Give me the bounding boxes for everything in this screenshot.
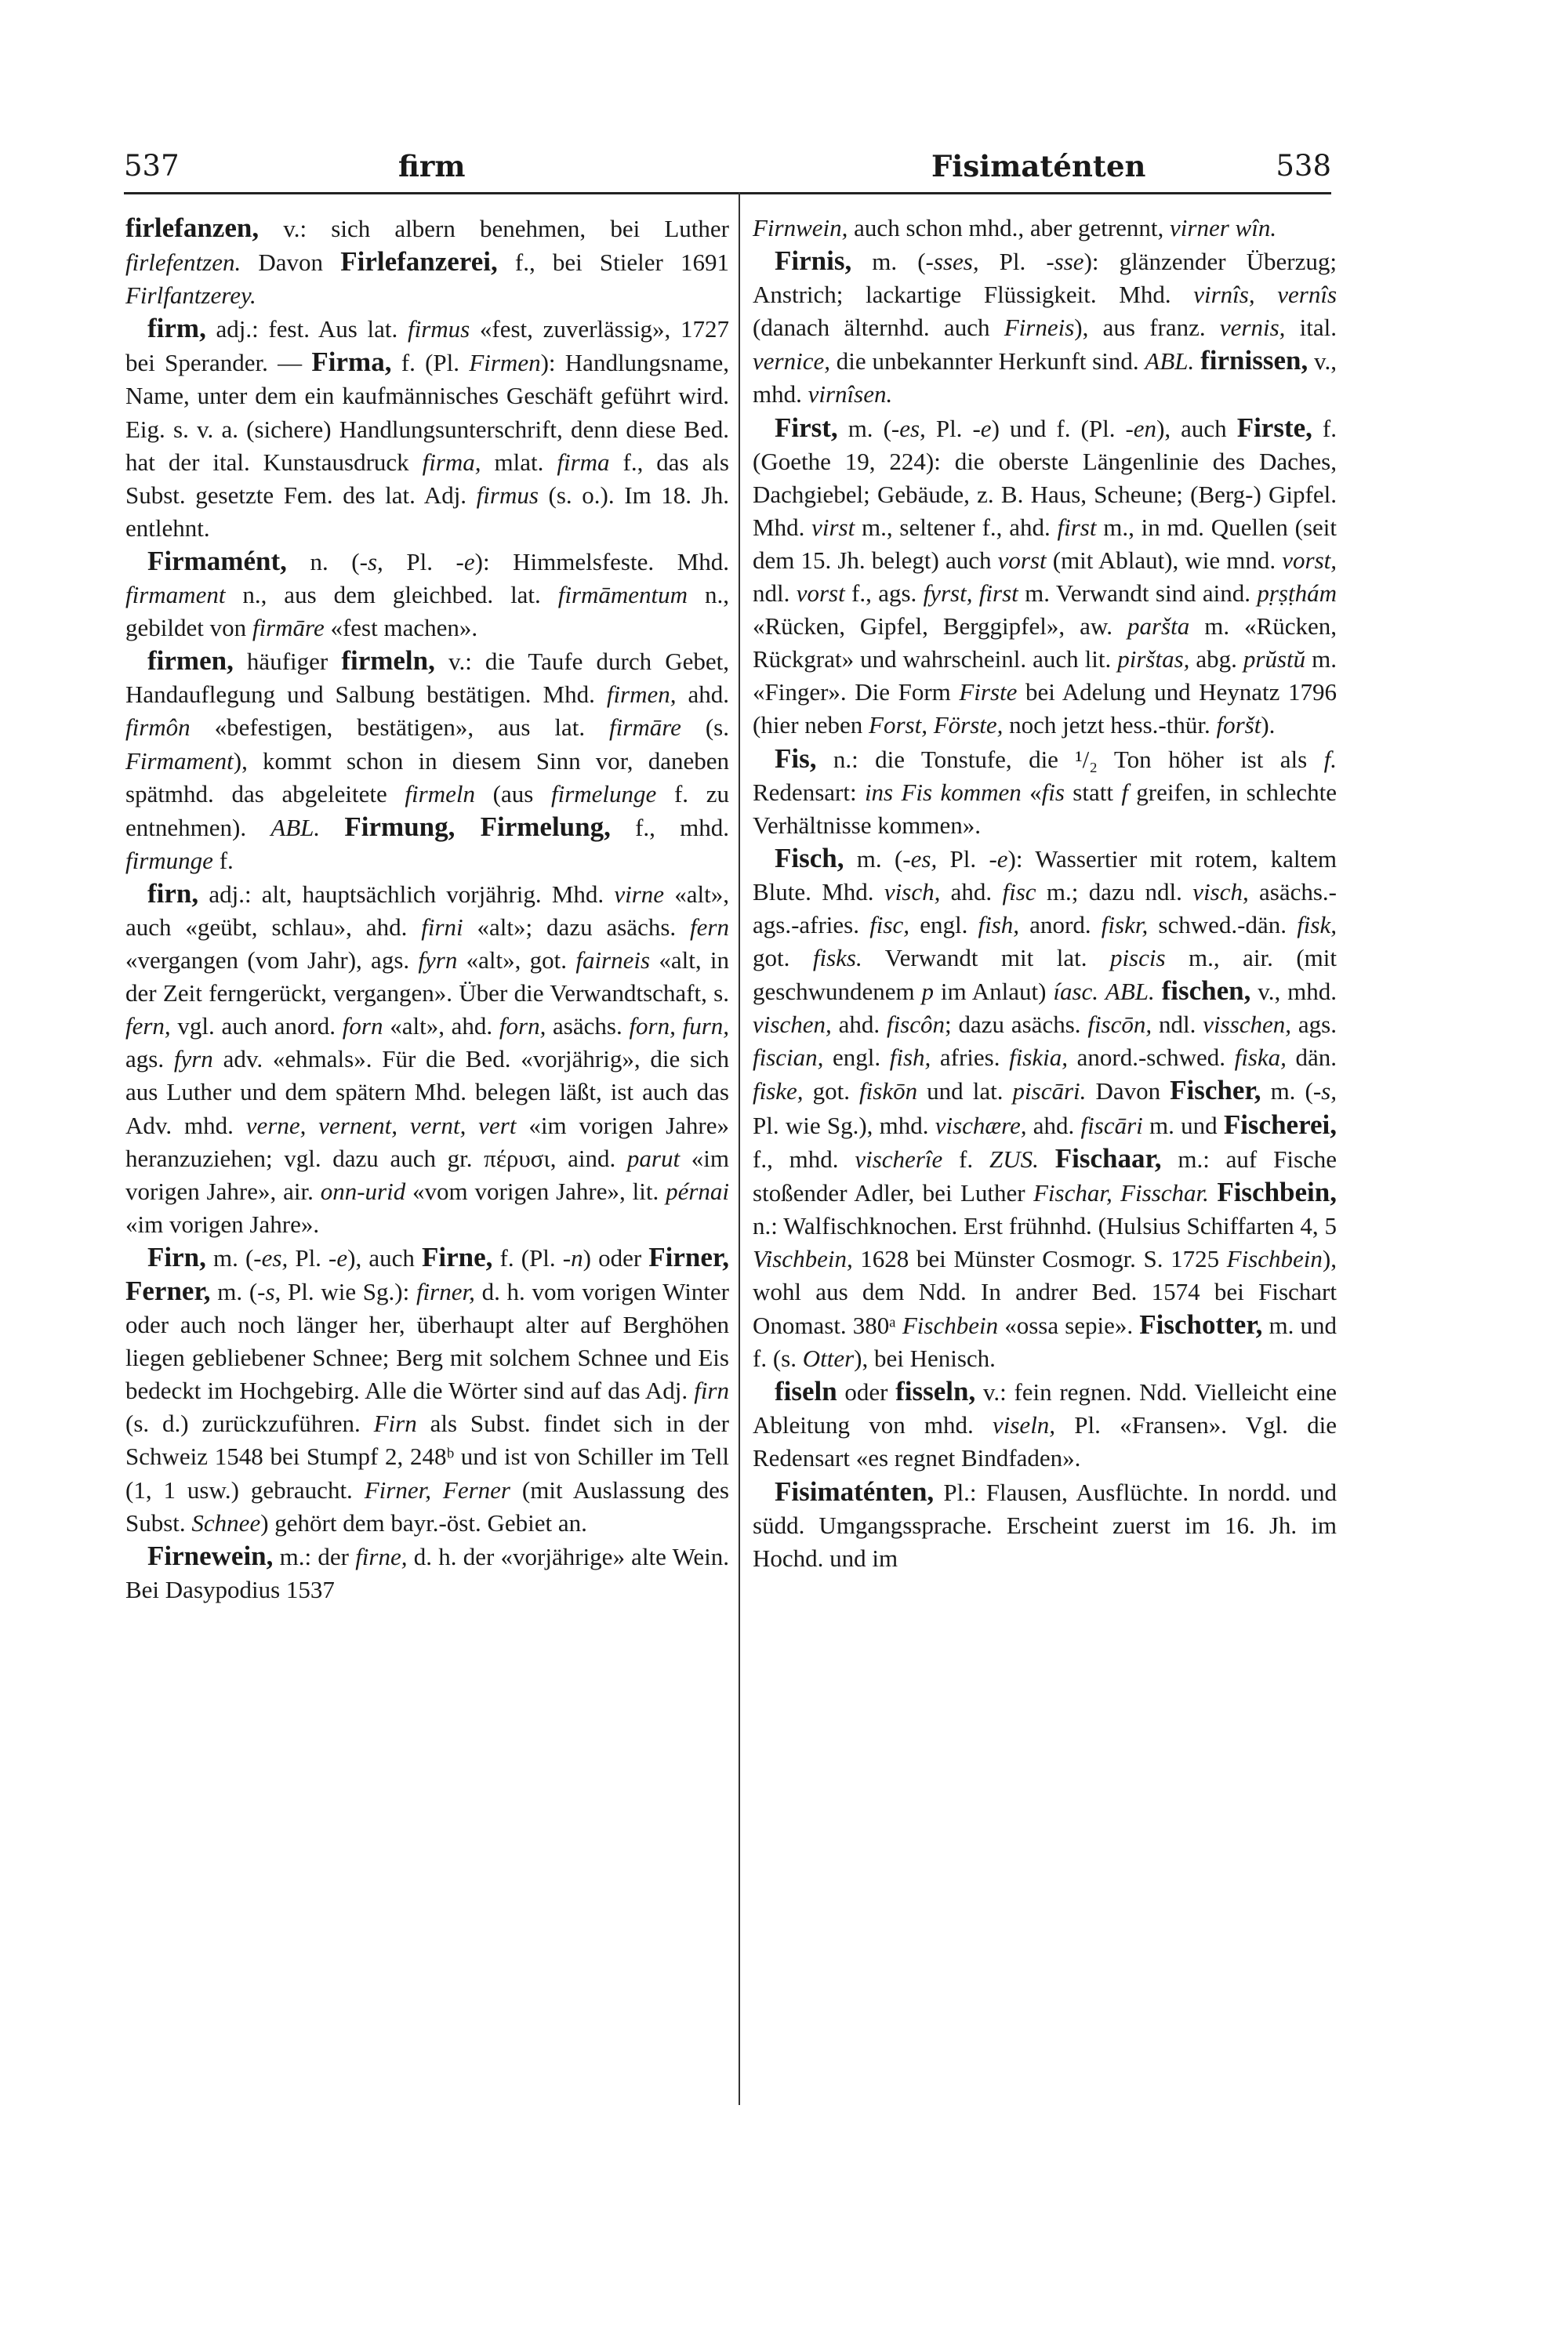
- entry-text: [1098, 978, 1105, 1005]
- headword: Firner, Ferner,: [125, 1241, 730, 1306]
- headword: Fischaar,: [1054, 1142, 1162, 1174]
- entry-text: adj.: fest. Aus lat.: [205, 315, 408, 343]
- entry-text: ahd.: [676, 681, 729, 709]
- headword: Firnis,: [775, 245, 852, 277]
- entry-text: dän.: [1286, 1044, 1338, 1072]
- italic-text: fern: [690, 913, 729, 941]
- italic-text: ZUS.: [989, 1145, 1039, 1173]
- dictionary-entry: [753, 742, 1337, 842]
- entry-text: und lat.: [917, 1077, 1013, 1105]
- entry-text: «: [1021, 778, 1042, 806]
- entry-text: ahd.: [831, 1011, 887, 1039]
- entry-text: (mit Ablaut), wie mnd.: [1046, 546, 1283, 574]
- entry-text: f. (Pl. -: [492, 1243, 572, 1272]
- entry-text: Pl. «Fransen». Vgl. die Redensart «es regnet Bindfaden».: [753, 1411, 1337, 1472]
- headword: firmen,: [147, 645, 234, 677]
- italic-text: Firste: [959, 678, 1018, 706]
- dictionary-entry: [125, 212, 729, 312]
- dictionary-entry: [125, 1540, 729, 1606]
- entry-text: (danach älternhd. auch: [753, 314, 1004, 342]
- headword: Fis,: [775, 742, 817, 774]
- italic-text: Fischbein: [902, 1312, 999, 1340]
- headword: firnissen,: [1200, 345, 1308, 376]
- entry-text: «fest, zuverlässig», 1727 bei Sperander. —: [125, 315, 729, 377]
- entry-text: v.: fein regnen. Ndd. Vielleicht eine Ableitung von mhd.: [753, 1378, 1337, 1439]
- italic-text: firmôn: [125, 713, 191, 742]
- italic-text: vernis,: [1219, 314, 1286, 342]
- entry-text: n.: Walfischknochen. Erst frühnhd. (Hulsius Schiffarten 4, 5: [753, 1211, 1337, 1240]
- italic-text: firmament: [125, 581, 226, 609]
- italic-text: f: [1121, 778, 1128, 806]
- entry-text: «alt»; dazu asächs.: [463, 913, 691, 941]
- entry-text: greifen, in schlechte Verhältnisse kommen».: [753, 778, 1337, 839]
- entry-text: m. «Finger». Die Form: [753, 645, 1337, 706]
- italic-text: Firner, Ferner: [364, 1475, 510, 1504]
- italic-text: fisc: [1002, 877, 1036, 906]
- entry-text: ndl.: [753, 579, 797, 608]
- italic-text: Firmament: [125, 746, 234, 775]
- italic-text: f.: [1323, 745, 1337, 773]
- right-column: [753, 212, 1337, 1575]
- italic-text: firmāre: [252, 614, 325, 642]
- headword: fisseln,: [895, 1376, 976, 1407]
- left-guide-word: firm: [398, 149, 466, 183]
- italic-text: s,: [367, 547, 383, 575]
- entry-text: m.: auf Fische stoßender Adler, bei Luther: [753, 1145, 1338, 1207]
- dictionary-entry: [753, 412, 1337, 742]
- italic-text: vorst,: [1282, 546, 1337, 574]
- entry-text: ): Wassertier mit rotem, kaltem Blute. Mhd.: [753, 844, 1337, 906]
- italic-text: fyrst, first: [923, 579, 1018, 608]
- italic-text: Fischbein: [1226, 1244, 1323, 1272]
- italic-text: viseln,: [993, 1411, 1056, 1439]
- entry-text: f., ags.: [844, 579, 924, 608]
- entry-text: f., das als Subst. gesetzte Fem. des lat. Adj.: [125, 448, 729, 509]
- italic-text: fish,: [889, 1044, 931, 1072]
- italic-text: pérnai: [666, 1177, 729, 1205]
- italic-text: vorst: [796, 579, 845, 608]
- entry-text: «im vorigen Jahre», air.: [125, 1144, 729, 1205]
- entry-text: «alt», got.: [457, 946, 576, 975]
- entry-text: f. (Goethe 19, 224): die oberste Längenlinie des Daches, Dachgiebel; Gebäude, z. B. Haus, Scheune; (Berg-) Gipfel. Mhd.: [753, 414, 1338, 541]
- italic-text: paršta: [1127, 612, 1190, 641]
- italic-text: fisk,: [1297, 910, 1337, 938]
- headword: fiseln: [775, 1376, 837, 1407]
- italic-text: fiscōn,: [1087, 1011, 1152, 1039]
- italic-text: p: [921, 978, 934, 1006]
- entry-text: häufiger: [233, 648, 342, 676]
- entry-text: [320, 814, 344, 841]
- entry-text: [1209, 1179, 1217, 1207]
- entry-text: m.; dazu ndl.: [1036, 877, 1193, 906]
- italic-text: es,: [910, 844, 938, 873]
- left-page-number: 537: [124, 149, 180, 183]
- italic-text: ABL.: [1145, 347, 1195, 376]
- entry-text: Pl. -: [288, 1243, 337, 1272]
- italic-text: pṛṣṭhám: [1257, 579, 1337, 608]
- entry-text: (s. o.). Im 18. Jh. entlehnt.: [125, 481, 729, 542]
- entry-text: n.: die Tonstufe, die ¹/₂ Ton höher ist als: [816, 745, 1324, 773]
- entry-text: Pl. wie Sg.):: [281, 1278, 416, 1305]
- italic-text: piscāri.: [1012, 1077, 1087, 1105]
- entry-text: «alt, in der Zeit ferngerückt, vergangen». Über die Verwandtschaft, s.: [125, 946, 729, 1007]
- entry-text: m. Verwandt sind aind.: [1018, 579, 1258, 608]
- entry-text: «alt», ahd.: [383, 1012, 499, 1040]
- headword: Firne,: [422, 1241, 493, 1272]
- italic-text: Firmen: [469, 349, 541, 377]
- italic-text: fyrn: [418, 946, 458, 975]
- italic-text: sses,: [933, 248, 979, 276]
- italic-text: fiscāri: [1080, 1111, 1143, 1139]
- entry-text: [1039, 1145, 1055, 1173]
- headword: Firma,: [311, 347, 392, 378]
- italic-text: vischerîe: [855, 1145, 943, 1173]
- entry-text: Pl. -: [978, 248, 1054, 276]
- entry-text: anord.: [1019, 910, 1102, 938]
- right-guide-word: Fisimaténten: [931, 149, 1146, 183]
- entry-text: Davon: [1086, 1077, 1171, 1105]
- italic-text: foršt: [1216, 711, 1261, 739]
- entry-text: «ossa sepie».: [998, 1312, 1140, 1340]
- entry-text: ags.: [125, 1045, 174, 1073]
- entry-text: [1194, 347, 1200, 375]
- entry-text: ) oder: [583, 1243, 649, 1272]
- entry-text: ), bei Henisch.: [854, 1345, 996, 1373]
- italic-text: firma: [557, 448, 610, 476]
- entry-text: engl.: [909, 910, 978, 938]
- dictionary-entry: [125, 644, 729, 877]
- italic-text: s,: [265, 1278, 281, 1305]
- italic-text: firmeln: [405, 779, 475, 808]
- italic-text: pirštas,: [1117, 645, 1190, 673]
- italic-text: fisks.: [812, 944, 862, 972]
- italic-text: fiskōn: [859, 1077, 918, 1105]
- dictionary-entry: [753, 1375, 1337, 1475]
- italic-text: firmāmentum: [557, 581, 688, 609]
- italic-text: fiskia,: [1009, 1044, 1069, 1072]
- entry-text: «befestigen, bestätigen», aus lat.: [190, 713, 610, 742]
- entry-text: Verwandt mit lat.: [862, 944, 1110, 972]
- entry-text: ): glänzender Überzug; Anstrich; lackartige Flüssigkeit. Mhd.: [753, 248, 1337, 309]
- entry-text: ): Himmelsfeste. Mhd.: [474, 547, 729, 575]
- italic-text: fern,: [125, 1012, 171, 1040]
- dictionary-entry: [753, 842, 1337, 1376]
- entry-text: ags.: [1291, 1011, 1337, 1039]
- italic-text: parut: [626, 1144, 681, 1172]
- entry-text: adj.: alt, hauptsächlich vorjährig. Mhd.: [198, 880, 615, 908]
- entry-text: (mit Auslassung des Subst.: [125, 1475, 729, 1537]
- dictionary-entry: [753, 212, 1337, 245]
- entry-text: abg.: [1189, 645, 1243, 673]
- italic-text: firn: [694, 1377, 729, 1405]
- italic-text: vischære,: [935, 1111, 1027, 1139]
- italic-text: fyrn: [173, 1045, 213, 1073]
- headword: Fischotter,: [1139, 1309, 1263, 1341]
- entry-text: vgl. auch anord.: [170, 1012, 343, 1040]
- headword: fischen,: [1161, 975, 1251, 1007]
- italic-text: firmāre: [609, 713, 681, 742]
- entry-text: m. und f. (s.: [753, 1312, 1337, 1373]
- entry-text: anord.-schwed.: [1068, 1044, 1235, 1072]
- italic-text: fish,: [978, 910, 1020, 938]
- entry-text: «alt», auch «geübt, schlau», ahd.: [125, 880, 729, 941]
- headword: Firmamént,: [147, 545, 287, 576]
- italic-text: firmunge: [125, 846, 213, 874]
- headword: firn,: [147, 877, 199, 909]
- italic-text: firmen,: [606, 681, 677, 709]
- italic-text: fisc,: [869, 910, 909, 938]
- entry-text: schwed.-dän.: [1148, 910, 1298, 938]
- italic-text: Fischar, Fisschar.: [1033, 1178, 1209, 1207]
- entry-text: (s. d.) zurückzuführen.: [125, 1410, 374, 1438]
- entry-text: m. (-: [1261, 1077, 1322, 1105]
- italic-text: ins Fis kommen: [864, 778, 1022, 806]
- entry-text: got.: [753, 944, 813, 972]
- entry-text: ital.: [1285, 314, 1337, 342]
- entry-text: f., bei Stieler 1691: [497, 249, 729, 277]
- italic-text: Firlfantzerey.: [125, 281, 256, 310]
- right-page-number: 538: [1276, 149, 1331, 183]
- italic-text: virst: [811, 513, 855, 541]
- italic-text: fiscian,: [753, 1044, 824, 1072]
- entry-text: Pl.: Flausen, Ausflüchte. In nordd. und südd. Umgangssprache. Erscheint zuerst im 16. Jh. im Hochd. und im: [753, 1478, 1337, 1572]
- entry-text: ): Handlungsname, Name, unter dem ein kaufmännisches Geschäft geführt wird. Eig. s. v. a. (sichere) Handlungsunterschrift, denn diese Bed. hat der ital. Kunstausdruck: [125, 349, 729, 476]
- italic-text: forn: [342, 1012, 383, 1040]
- entry-text: [1155, 978, 1162, 1005]
- italic-text: visschen,: [1203, 1011, 1292, 1039]
- headword: Firste,: [1236, 412, 1312, 443]
- left-column: [125, 212, 729, 1606]
- entry-text: d. h. der «vorjährige» alte Wein. Bei Dasypodius 1537: [125, 1542, 730, 1603]
- entry-text: asächs.: [546, 1012, 630, 1040]
- italic-text: Schnee: [191, 1508, 261, 1537]
- italic-text: visch,: [1192, 877, 1249, 906]
- entry-text: f.: [942, 1145, 989, 1173]
- headword: Firmung, Firmelung,: [344, 811, 611, 842]
- italic-text: n: [571, 1243, 583, 1272]
- dictionary-entry: [125, 312, 729, 545]
- italic-text: Firn: [373, 1410, 417, 1438]
- entry-text: m. (-: [210, 1278, 266, 1305]
- italic-text: Firneis: [1004, 314, 1075, 342]
- entry-text: «fest machen».: [324, 614, 478, 642]
- italic-text: Otter: [802, 1345, 855, 1373]
- entry-text: m. (-: [837, 414, 900, 442]
- column-divider: [739, 192, 740, 2105]
- headword: Firlefanzerei,: [340, 246, 498, 278]
- italic-text: firner,: [416, 1278, 475, 1305]
- italic-text: ABL.: [270, 813, 321, 841]
- entry-text: ).: [1261, 711, 1276, 739]
- italic-text: forn,: [499, 1012, 546, 1040]
- entry-text: n., gebildet von: [125, 581, 729, 642]
- entry-text: Pl. wie Sg.), mhd.: [753, 1111, 935, 1139]
- entry-text: m. (-: [844, 844, 911, 873]
- entry-text: asächs.-ags.-afries.: [753, 877, 1338, 938]
- entry-text: got.: [803, 1077, 860, 1105]
- entry-text: 1628 bei Münster Cosmogr. S. 1725: [852, 1244, 1227, 1272]
- dictionary-entry: [125, 545, 729, 644]
- entry-text: im Anlaut): [933, 978, 1054, 1006]
- entry-text: f. zu entnehmen).: [125, 779, 729, 841]
- italic-text: firni: [421, 913, 463, 941]
- entry-text: ), wohl aus dem Ndd. In andrer Bed. 1574 bei Fischart Onomast. 380ᵃ: [753, 1244, 1337, 1340]
- entry-text: f., mhd.: [753, 1145, 855, 1173]
- entry-text: auch schon mhd., aber getrennt,: [848, 214, 1171, 241]
- header-rule: [124, 192, 1331, 194]
- running-header: [124, 143, 1331, 190]
- entry-text: n. (-: [286, 547, 368, 575]
- italic-text: firma,: [422, 448, 481, 476]
- italic-text: Vischbein,: [753, 1244, 853, 1272]
- italic-text: s,: [1321, 1077, 1337, 1105]
- italic-text: firmus: [476, 481, 539, 509]
- entry-text: f. (Pl.: [391, 349, 470, 377]
- entry-text: afries.: [931, 1044, 1010, 1072]
- entry-text: Davon: [241, 249, 341, 277]
- headword: firlefanzen,: [125, 212, 260, 243]
- italic-text: first: [1057, 513, 1097, 541]
- headword: Firn,: [147, 1241, 206, 1272]
- entry-text: adv. «ehmals». Für die Bed. «vorjährig», die sich aus Luther und dem spätern Mhd. belegen läßt, ist auch das Adv. mhd.: [125, 1045, 729, 1139]
- entry-text: «Rücken, Gipfel, Berggipfel», aw.: [753, 612, 1127, 641]
- italic-text: onn-urid: [320, 1177, 406, 1205]
- entry-text: die unbekannter Herkunft sind.: [829, 347, 1145, 376]
- entry-text: m. und: [1142, 1111, 1224, 1139]
- italic-text: virnîsen.: [808, 380, 893, 408]
- italic-text: virner wîn.: [1170, 214, 1277, 241]
- headword: Fisch,: [775, 842, 844, 873]
- entry-text: v.: sich albern benehmen, bei Luther: [259, 215, 729, 242]
- dictionary-entry: [125, 1241, 729, 1540]
- italic-text: fiscôn: [886, 1011, 946, 1039]
- entry-text: bei Adelung und Heynatz 1796 (hier neben: [753, 678, 1338, 739]
- italic-text: fis: [1041, 778, 1065, 806]
- italic-text: sse: [1054, 248, 1084, 276]
- entry-text: «im vorigen Jahre».: [125, 1210, 320, 1238]
- entry-text: (aus: [474, 779, 551, 808]
- italic-text: en: [1133, 414, 1157, 442]
- italic-text: fiskr,: [1101, 910, 1149, 938]
- entry-text: Pl. -: [925, 414, 981, 442]
- entry-text: f.: [212, 846, 234, 874]
- italic-text: es,: [261, 1243, 289, 1272]
- italic-text: virnîs, vernîs: [1193, 281, 1338, 309]
- dictionary-entry: [125, 877, 729, 1241]
- italic-text: ABL.: [1105, 978, 1155, 1006]
- entry-text: «im vorigen Jahre» heranzuziehen; vgl. dazu auch gr. πέρυσι, aind.: [125, 1111, 729, 1172]
- headword: Fischer,: [1170, 1075, 1261, 1106]
- entry-text: v., mhd.: [1250, 978, 1337, 1006]
- dictionary-entry: [753, 1475, 1337, 1575]
- dictionary-entry: [753, 245, 1337, 411]
- entry-text: f., mhd.: [610, 813, 730, 841]
- italic-text: Firnwein,: [753, 214, 848, 241]
- italic-text: fiska,: [1234, 1044, 1287, 1072]
- italic-text: vernice,: [753, 347, 830, 376]
- entry-text: m. «Rücken, Rückgrat» und wahrscheinl. auch lit.: [753, 612, 1337, 673]
- entry-text: als Subst. findet sich in der Schweiz 1548 bei Stumpf 2, 248ᵇ und ist von Schiller im Tell (1, 1 usw.) gebraucht.: [125, 1410, 730, 1504]
- entry-text: m.: der: [273, 1542, 356, 1570]
- headword: firmeln,: [341, 645, 435, 677]
- headword: firm,: [147, 313, 206, 344]
- entry-text: Pl. -: [383, 547, 464, 575]
- italic-text: firlefentzen.: [125, 249, 241, 277]
- italic-text: e: [463, 547, 475, 575]
- italic-text: firne,: [355, 1542, 408, 1570]
- italic-text: virne: [614, 880, 665, 908]
- entry-text: d. h. vom vorigen Winter oder auch noch länger her, überhaupt alter auf Berghöhen liegen gebliebener Schnee; Berg mit solchem Schnee und Eis bedeckt im Hochgebirg. Alle die Wörter sind auf das Adj.: [125, 1278, 730, 1405]
- entry-text: engl.: [823, 1044, 890, 1072]
- entry-text: m., in md. Quellen (seit dem 15. Jh. belegt) auch: [753, 513, 1337, 574]
- entry-text: m. (-: [205, 1243, 262, 1272]
- entry-text: oder: [837, 1378, 896, 1406]
- entry-text: v., mhd.: [753, 347, 1337, 408]
- italic-text: firmus: [407, 315, 470, 343]
- entry-text: ) gehört dem bayr.-öst. Gebiet an.: [260, 1508, 587, 1537]
- entry-text: Pl. -: [937, 844, 997, 873]
- entry-text: ndl.: [1152, 1011, 1203, 1039]
- italic-text: vischen,: [753, 1011, 832, 1039]
- italic-text: prŭstŭ: [1243, 645, 1306, 673]
- italic-text: íasc.: [1053, 978, 1099, 1006]
- italic-text: firmelunge: [550, 779, 657, 808]
- italic-text: e: [980, 414, 992, 442]
- entry-text: m., air. (mit geschwundenem: [753, 944, 1337, 1006]
- entry-text: statt: [1064, 778, 1122, 806]
- headword: Fisimaténten,: [775, 1475, 935, 1507]
- entry-text: n., aus dem gleichbed. lat.: [225, 581, 558, 609]
- headword: First,: [775, 412, 838, 443]
- entry-text: mlat.: [481, 448, 557, 476]
- italic-text: fairneis: [575, 946, 651, 975]
- headword: Fischbein,: [1217, 1176, 1337, 1207]
- italic-text: es,: [899, 414, 926, 442]
- entry-text: «vergangen (vom Jahr), ags.: [125, 946, 419, 975]
- italic-text: piscis: [1109, 944, 1166, 972]
- italic-text: e: [336, 1243, 348, 1272]
- italic-text: verne, vernent, vernt, vert: [245, 1111, 517, 1139]
- entry-text: (s.: [681, 713, 729, 742]
- italic-text: vorst: [997, 546, 1047, 574]
- entry-text: ) und f. (Pl. -: [991, 414, 1134, 442]
- italic-text: forn, furn,: [629, 1012, 730, 1040]
- entry-text: noch jetzt hess.-thür.: [1003, 711, 1217, 739]
- italic-text: fiske,: [753, 1077, 804, 1105]
- entry-text: ), kommt schon in diesem Sinn vor, daneben spätmhd. das abgeleitete: [125, 746, 729, 808]
- entry-text: ), aus franz.: [1074, 314, 1220, 342]
- entry-text: Redensart:: [753, 778, 865, 806]
- entry-text: ), auch: [1156, 414, 1237, 442]
- headword: Fischerei,: [1223, 1109, 1337, 1140]
- italic-text: Forst, Förste,: [869, 711, 1004, 739]
- entry-text: ahd.: [940, 877, 1003, 906]
- entry-text: «vom vorigen Jahre», lit.: [405, 1177, 666, 1205]
- entry-text: ), auch: [347, 1243, 423, 1272]
- entry-text: v.: die Taufe durch Gebet, Handauflegung und Salbung bestätigen. Mhd.: [125, 648, 729, 709]
- entry-text: m., seltener f., ahd.: [855, 513, 1058, 541]
- italic-text: visch,: [884, 877, 941, 906]
- entry-text: ; dazu asächs.: [945, 1011, 1088, 1039]
- entry-text: ahd.: [1026, 1111, 1081, 1139]
- entry-text: m. (-: [851, 248, 934, 276]
- italic-text: e: [996, 844, 1008, 873]
- headword: Firnewein,: [147, 1540, 274, 1571]
